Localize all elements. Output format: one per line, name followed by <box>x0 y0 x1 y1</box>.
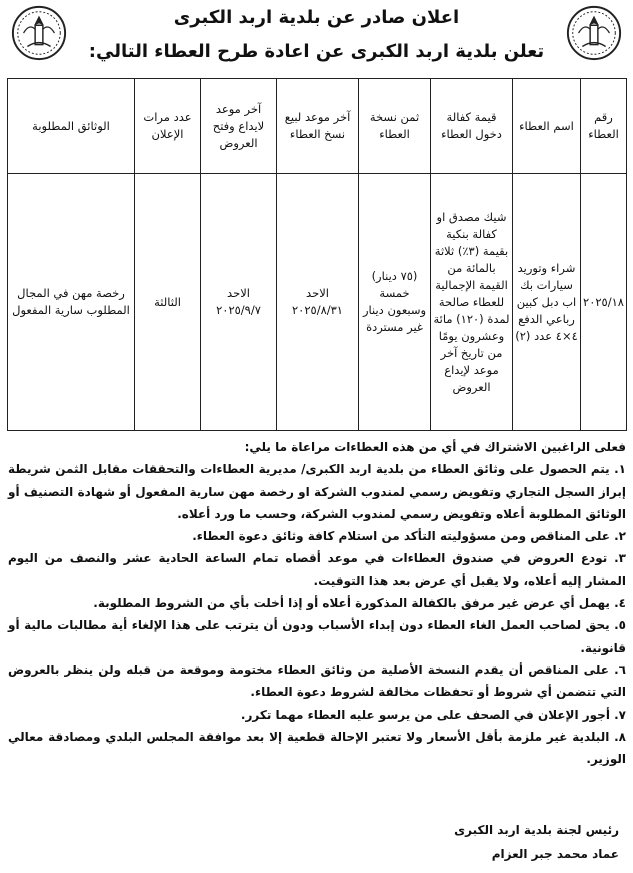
condition-item: ٥. يحق لصاحب العمل الغاء العطاء دون إبداء الأسباب ودون أن يترتب على هذا الإلغاء أية مطالبات مالية أو قانونية. <box>8 618 626 655</box>
header-ad-count: عدد مرات الإعلان <box>135 79 201 174</box>
signature-block <box>454 818 619 866</box>
condition-item: ٨. البلدية غير ملزمة بأقل الأسعار ولا تعتبر الإحالة قطعية إلا بعد موافقة المجلس البلدي ومصادقة معالي الوزير. <box>8 729 626 767</box>
signature-name: عماد محمد جبر العزام <box>491 847 619 861</box>
condition-item: ٢. على المناقص ومن مسؤوليته التأكد من استلام كافة وثائق دعوة العطاء. <box>192 529 626 544</box>
cell-deposit-deadline: الاحد ٢٠٢٥/٩/٧ <box>201 174 277 431</box>
municipality-logo-icon <box>10 4 68 62</box>
header-tender-number: رقم العطاء <box>581 79 627 174</box>
announcement-header <box>0 0 633 76</box>
table-row <box>8 174 627 431</box>
header-deposit-deadline: آخر موعد لايداع وفتح العروض <box>201 79 277 174</box>
cell-copy-price: (٧٥ دينار) خمسة وسبعون دينار غير مستردة <box>359 174 431 431</box>
header-copy-price: ثمن نسخة العطاء <box>359 79 431 174</box>
header-tender-name: اسم العطاء <box>513 79 581 174</box>
condition-item: ٤. يهمل أي عرض غير مرفق بالكفالة المذكورة أعلاه أو إذا أخلت بأي من الشروط المطلوبة. <box>93 596 626 611</box>
conditions-section <box>8 436 626 770</box>
announcement-title: اعلان صادر عن بلدية اربد الكبرى <box>173 7 460 28</box>
cell-tender-name: شراء وتوريد سيارات بك اب دبل كبين رباعي الدفع ٤×٤ عدد (٢) <box>513 174 581 431</box>
table-header-row <box>8 79 627 174</box>
header-bond-value: قيمة كفالة دخول العطاء <box>431 79 513 174</box>
cell-ad-count: الثالثة <box>135 174 201 431</box>
cell-bond-value: شيك مصدق او كفالة بنكية بقيمة (٣٪) ثلاثة بالمائة من القيمة الإجمالية للعطاء صالحة لمدة (١٢٠) مائة وعشرون يومًا من تاريخ آخر موعد لإيداع العروض <box>431 174 513 431</box>
header-sale-deadline: آخر موعد لبيع نسخ العطاء <box>277 79 359 174</box>
condition-item: ٣. تودع العروض في صندوق العطاءات في موعد أقصاه تمام الساعة الحادية عشر والنصف من اليوم المشار إليه أعلاه، ولا يقبل أي عرض بعد هذا التوقيت. <box>8 551 626 588</box>
municipality-logo-icon <box>565 4 623 62</box>
announcement-subtitle: تعلن بلدية اربد الكبرى عن اعادة طرح العطاء التالي: <box>88 41 545 62</box>
cell-tender-number: ٢٠٢٥/١٨ <box>581 174 627 431</box>
cell-required-documents: رخصة مهن في المجال المطلوب سارية المفعول <box>8 174 135 431</box>
cell-sale-deadline: الاحد ٢٠٢٥/٨/٣١ <box>277 174 359 431</box>
tender-table <box>7 78 627 431</box>
header-required-documents: الوثائق المطلوبة <box>8 79 135 174</box>
condition-item: ٧. أجور الإعلان في الصحف على من يرسو عليه العطاء مهما تكرر. <box>240 707 626 722</box>
signature-role: رئيس لجنة بلدية اربد الكبرى <box>454 823 619 837</box>
condition-item: ١. يتم الحصول على وثائق العطاء من بلدية اربد الكبرى/ مديرية العطاءات والتحققات مقابل الثمن شريطة إبراز السجل التجاري وتفويض رسمي لمندوب الشركة او رخصة مهن سارية المفعول أو شهادة التصنيف أو الوثائق المطلوبة أعلاه وتفويض رسمي لمندوب الشركة، وحسب ما ورد أعلاه. <box>8 462 626 521</box>
condition-item: ٦. على المناقص أن يقدم النسخة الأصلية من وثائق العطاء مختومة وموقعة من قبله ولن ينظر بالعروض التي تتضمن أي شروط أو تحفظات مخالفة لشروط دعوة العطاء. <box>8 662 626 700</box>
conditions-intro: فعلى الراغبين الاشتراك في أي من هذه العطاءات مراعاة ما يلي: <box>244 440 626 454</box>
